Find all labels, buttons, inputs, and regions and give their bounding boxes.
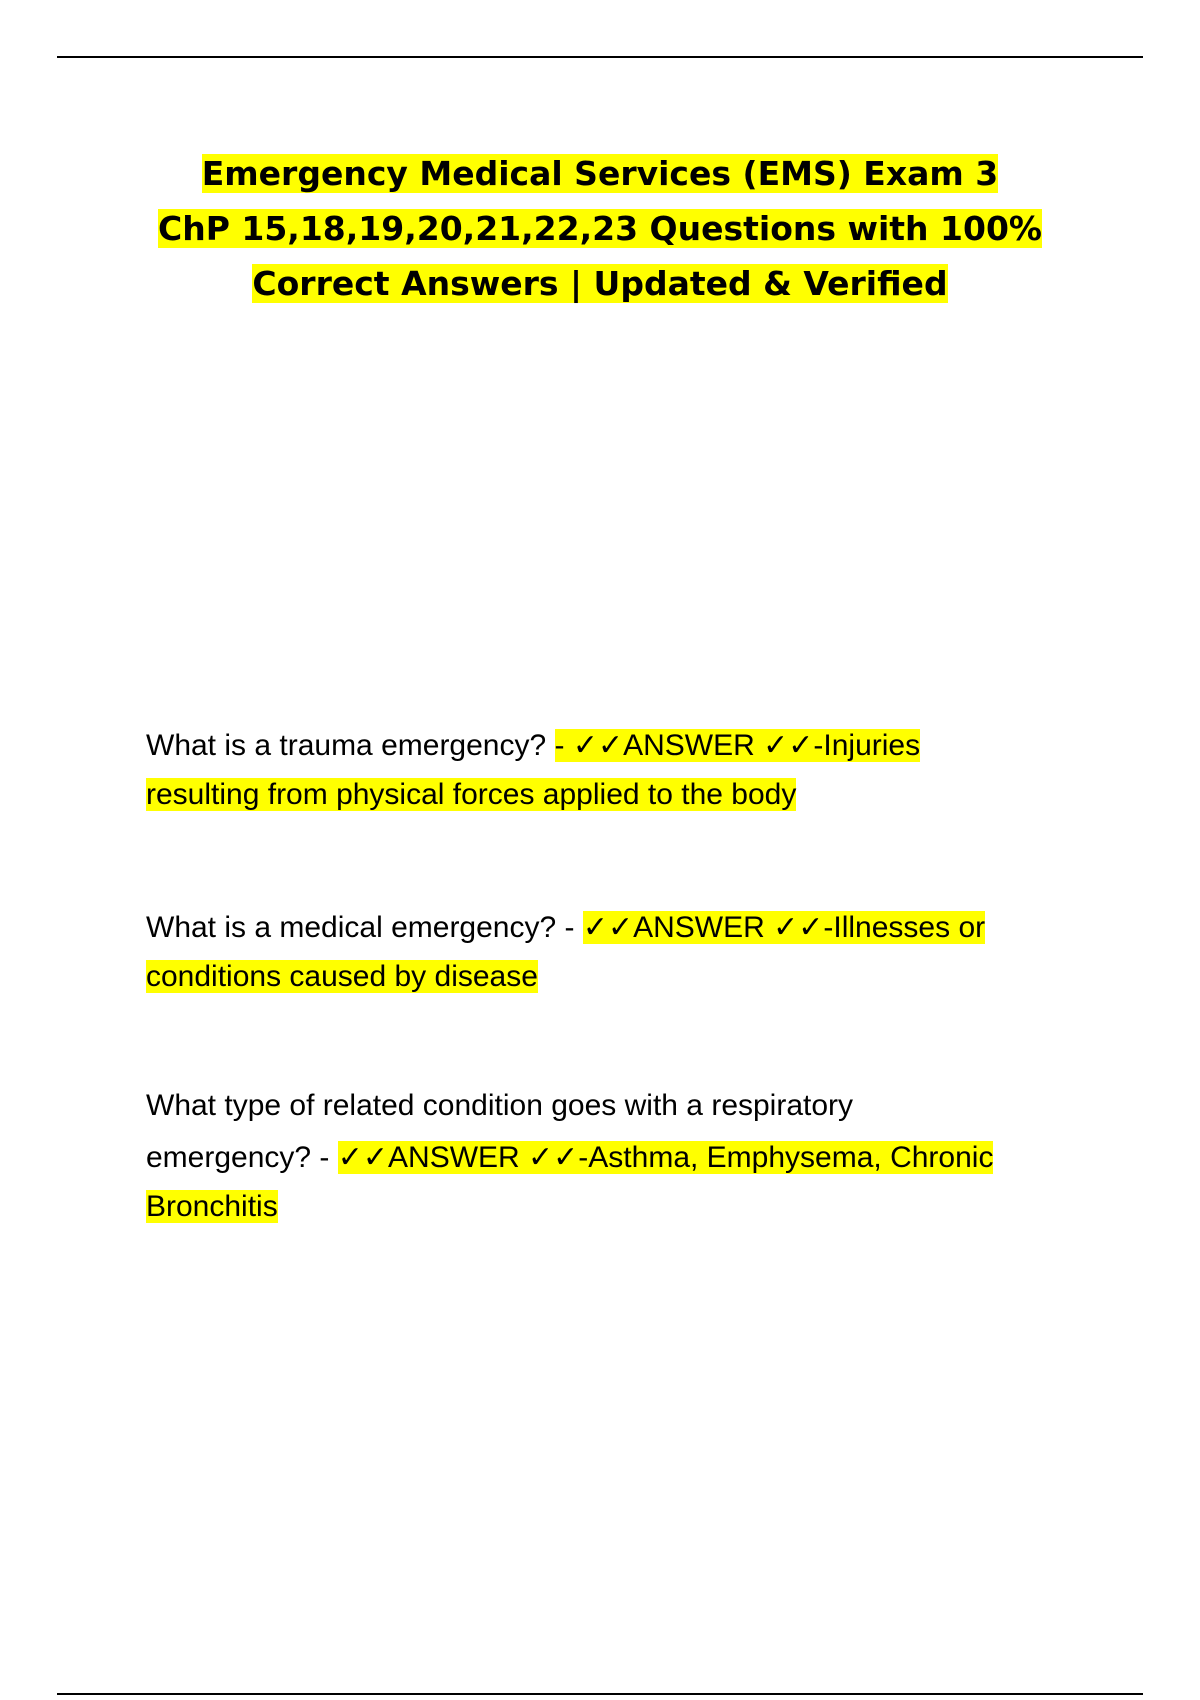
answer-text: - ✓✓ANSWER ✓✓-Injuries: [554, 729, 921, 762]
title-line-1: Emergency Medical Services (EMS) Exam 3: [201, 154, 999, 193]
qa-item-trauma: [146, 721, 1076, 819]
qa-item-medical: [146, 903, 1076, 1001]
question-text: What is a medical emergency? -: [146, 911, 583, 944]
question-text: What is a trauma emergency?: [146, 729, 555, 762]
footer-rule: [57, 1693, 1143, 1695]
document-title: [120, 146, 1080, 311]
qa-item-respiratory: [146, 1081, 1076, 1231]
question-text: emergency? -: [146, 1141, 338, 1174]
answer-text: Bronchitis: [146, 1190, 278, 1223]
title-line-2: ChP 15,18,19,20,21,22,23 Questions with 100%: [157, 209, 1042, 248]
header-rule: [57, 56, 1143, 58]
question-text: What type of related condition goes with a respiratory: [146, 1089, 854, 1122]
title-line-3: Correct Answers | Updated & Verified: [252, 264, 948, 303]
answer-text: ✓✓ANSWER ✓✓-Asthma, Emphysema, Chronic: [337, 1141, 994, 1174]
answer-text: ✓✓ANSWER ✓✓-Illnesses or: [582, 911, 986, 944]
answer-text: resulting from physical forces applied to the body: [146, 778, 797, 811]
answer-text: conditions caused by disease: [146, 960, 538, 993]
